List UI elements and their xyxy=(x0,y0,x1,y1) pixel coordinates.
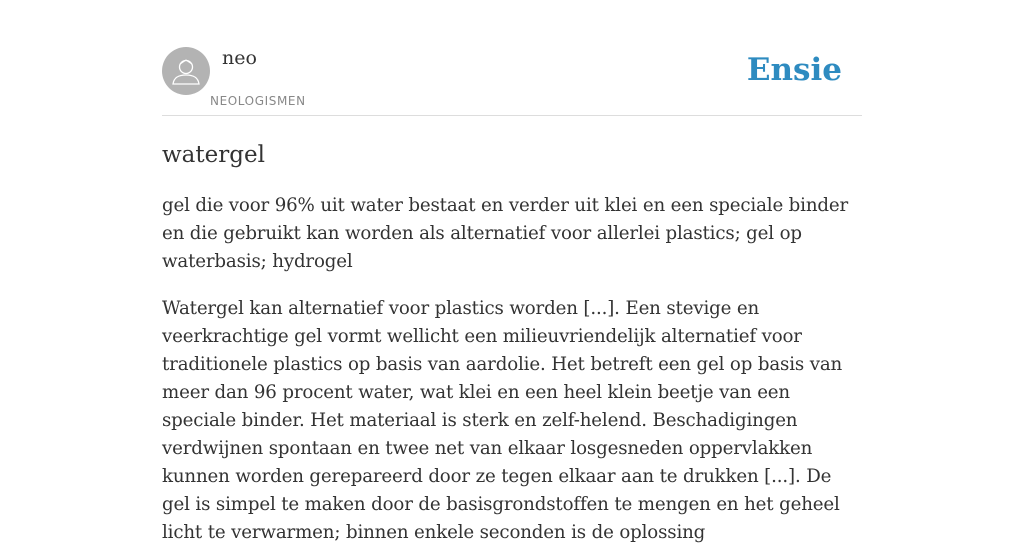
entry-title: watergel xyxy=(162,142,265,168)
category-label[interactable]: NEOLOGISMEN xyxy=(210,94,306,108)
entry-header xyxy=(162,0,862,116)
user-avatar-icon[interactable] xyxy=(162,47,210,95)
author-name[interactable]: neo xyxy=(222,47,257,69)
entry-example: Watergel kan alternatief voor plastics worden [...]. Een stevige en veerkrachtige gel vormt wellicht een milieuvriendelijk alternatief voor traditionele plastics op basis van aardolie. Het betreft een gel op basis van meer dan 96 procent water, wat klei en een heel klein beetje van een speciale binder. Het materiaal is sterk en zelf-helend. Beschadigingen verdwijnen spontaan en twee net van elkaar losgesneden oppervlakken kunnen worden gerepareerd door ze tegen elkaar aan te drukken [...]. De gel is simpel te maken door de basisgrondstoffen te mengen en het geheel licht te verwarmen; binnen enkele seconden is de oplossing xyxy=(162,298,843,543)
entry-page xyxy=(162,0,862,543)
entry-definition: gel die voor 96% uit water bestaat en verder uit klei en een speciale binder en die gebruikt kan worden als alternatief voor allerlei plastics; gel op waterbasis; hydrogel xyxy=(162,195,849,272)
brand-logo[interactable]: Ensie xyxy=(746,52,842,88)
avatar-silhouette xyxy=(162,47,210,95)
